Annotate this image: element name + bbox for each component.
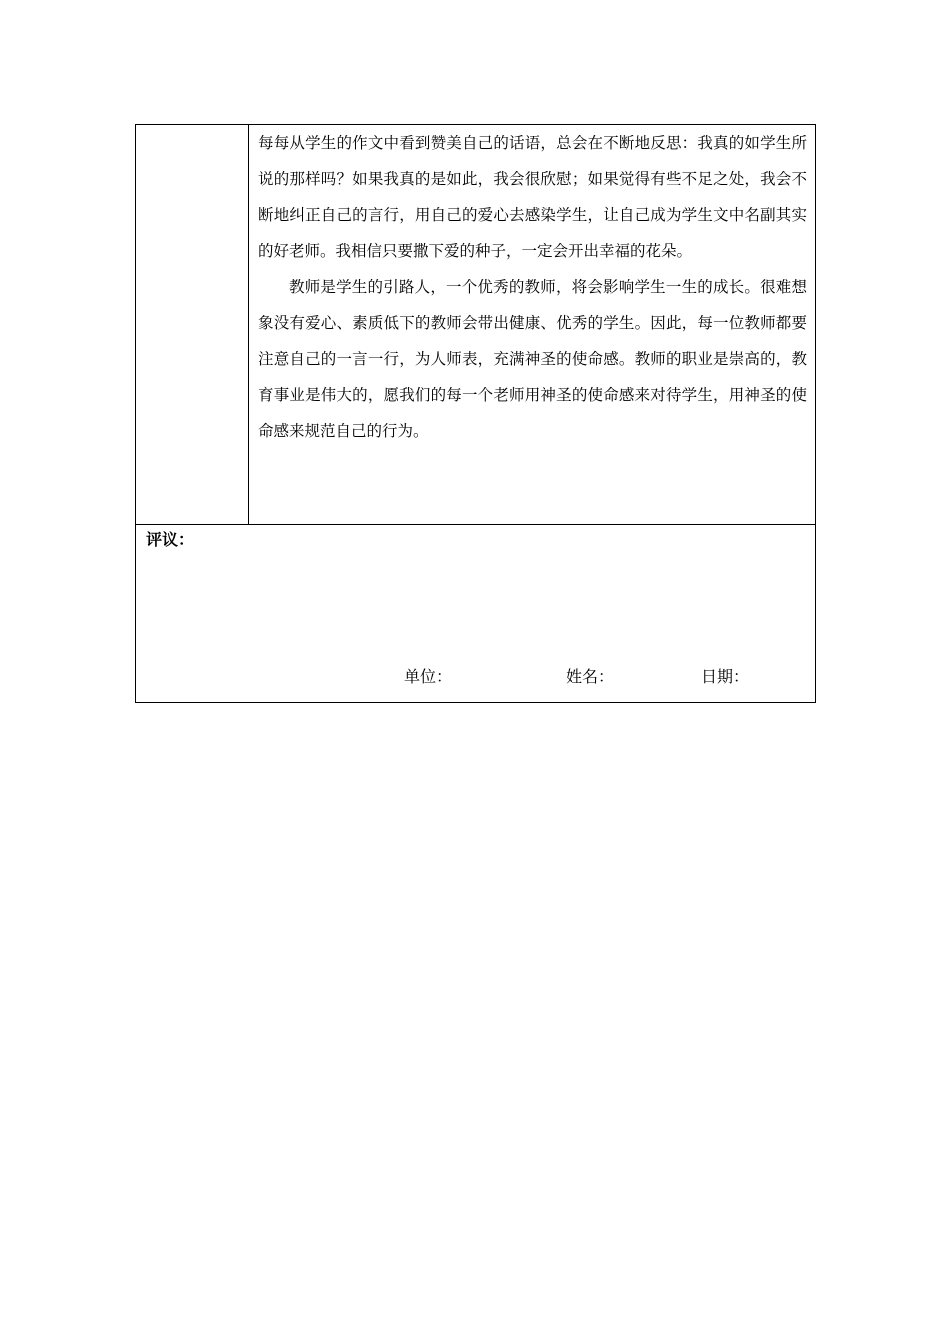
- essay-paragraph-2: 教师是学生的引路人，一个优秀的教师，将会影响学生一生的成长。很难想象没有爱心、素质低下的教师会带出健康、优秀的学生。因此，每一位教师都要注意自己的一言一行，为人师表，充满神圣的使命感。教师的职业是崇高的，教育事业是伟大的，愿我们的每一个老师用神圣的使命感来对待学生，用神圣的使命感来规范自己的行为。: [258, 278, 807, 440]
- essay-paragraph-1: 每每从学生的作文中看到赞美自己的话语，总会在不断地反思：我真的如学生所说的那样吗？如果我真的是如此，我会很欣慰；如果觉得有些不足之处，我会不断地纠正自己的言行，用自己的爱心去感染学生，让自己成为学生文中名副其实的好老师。我相信只要撒下爱的种子，一定会开出幸福的花朵。: [258, 134, 807, 260]
- date-label: 日期：: [701, 667, 750, 686]
- unit-label: 单位：: [404, 667, 453, 686]
- left-empty-cell: [136, 125, 249, 524]
- essay-content-cell: [249, 125, 815, 524]
- content-row: [136, 125, 815, 525]
- review-label: 评议：: [146, 530, 195, 549]
- reflection-form-table: [135, 124, 816, 703]
- review-row: [136, 525, 815, 702]
- name-label: 姓名：: [566, 667, 615, 686]
